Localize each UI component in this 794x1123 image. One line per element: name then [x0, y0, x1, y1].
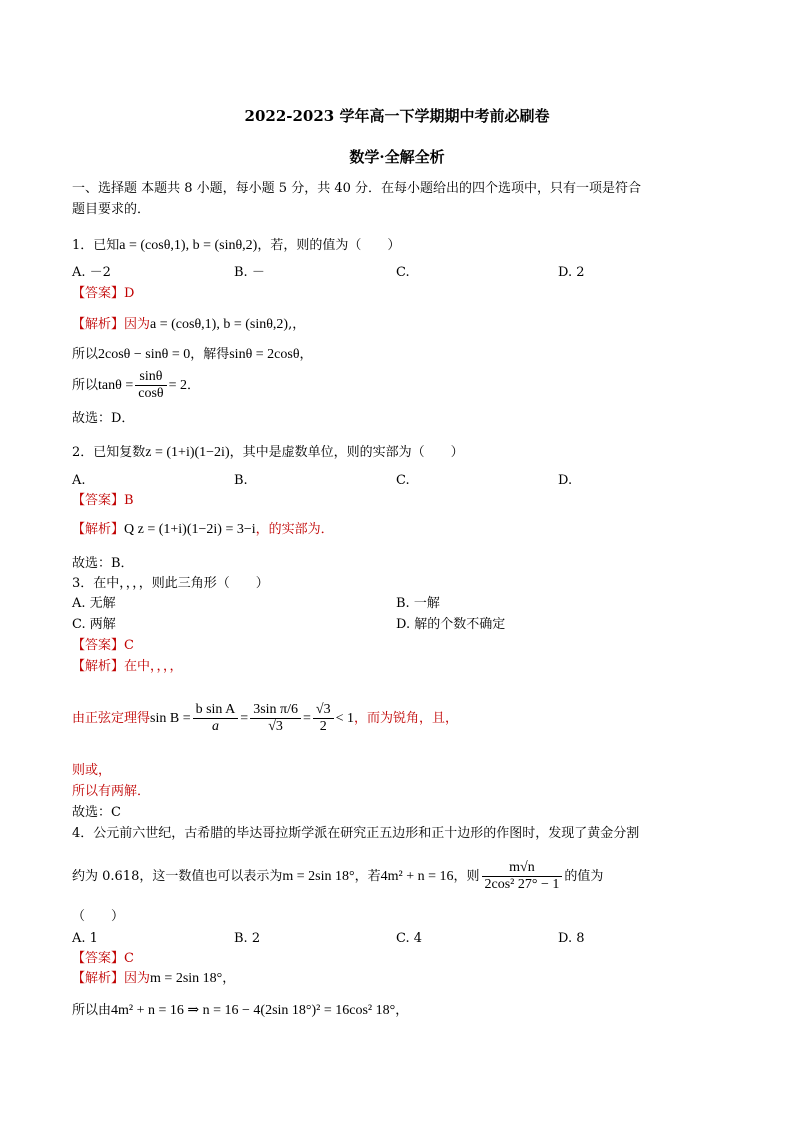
- q2-answer-value: B: [124, 493, 134, 508]
- q1-analysis-suffix: ,，: [288, 317, 306, 332]
- q3-f2-denominator: √3: [268, 719, 283, 734]
- q1-stem-math: a = (cosθ,1), b = (sinθ,2): [119, 238, 258, 253]
- q4-option-a: A. 1: [72, 931, 98, 946]
- analysis-tag: 【解析】: [72, 317, 125, 332]
- q3-answer-value: C: [124, 638, 134, 653]
- q4-stem-line3: （ ）: [72, 909, 125, 924]
- q4-analysis-math: m = 2sin 18°: [150, 971, 223, 986]
- q3-f2-numerator: 3sin π/6: [250, 702, 301, 719]
- q4-stem-line2: [72, 857, 603, 897]
- q4-line2b-suffix: ，: [395, 1003, 409, 1018]
- q1-analysis-line2: [72, 346, 313, 364]
- q3-f1-denominator: a: [211, 719, 219, 734]
- q3-f3-denominator: 2: [319, 719, 327, 734]
- q1-stem-prefix: 1．已知: [72, 238, 120, 253]
- q4-frac-denominator: 2cos² 27° − 1: [484, 877, 560, 892]
- q4-line2-eq: 4m² + n = 16: [380, 869, 454, 884]
- q3-line2-prefix: 由正弦定理得: [72, 711, 151, 726]
- q1-line3-lhs: tanθ =: [98, 378, 134, 393]
- q3-line2-lhs: sin B =: [150, 711, 191, 726]
- q4-option-b: B. 2: [234, 931, 261, 946]
- q1-frac-numerator: sinθ: [135, 369, 166, 386]
- q4-option-d: D. 8: [558, 931, 585, 946]
- analysis-tag: 【解析】: [72, 971, 125, 986]
- q3-line2-suffix: ，而为锐角，且，: [353, 711, 458, 726]
- q1-answer-value: D: [124, 286, 135, 301]
- q3-option-b: B. 一解: [396, 596, 440, 611]
- q2-analysis: [72, 521, 334, 539]
- q1-line2-prefix: 所以: [72, 347, 99, 362]
- q2-option-a: A.: [72, 473, 86, 488]
- q3-option-d: D. 解的个数不确定: [396, 617, 506, 632]
- document-subtitle: 数学·全解全析: [349, 148, 445, 166]
- q3-option-c: C. 两解: [72, 617, 116, 632]
- q3-fraction-1: [193, 702, 239, 735]
- q1-line2-math: 2cosθ − sinθ = 0: [98, 347, 191, 362]
- q3-stem: 3．在中，，，，则此三角形（ ）: [72, 576, 269, 591]
- q1-option-d: D. 2: [558, 265, 585, 280]
- q2-option-b: B.: [234, 473, 248, 488]
- q3-f1-numerator: b sin A: [193, 702, 239, 719]
- q4-frac-numerator: m√n: [482, 860, 563, 877]
- q3-line3-text: 则或，: [72, 763, 112, 778]
- q3-answer: [72, 637, 134, 655]
- q2-analysis-suffix: ，的实部为．: [255, 522, 334, 537]
- q4-line2-mid: ，若: [354, 869, 381, 884]
- q1-option-b: B. －: [234, 265, 265, 280]
- section-instructions-line1: 一、选择题 本题共 8 小题，每小题 5 分，共 40 分．在每小题给出的四个选项中，只有一项是符合: [72, 181, 642, 196]
- q3-analysis-line3: [72, 762, 111, 780]
- q1-option-a: A. －2: [72, 265, 111, 280]
- q1-conclusion: 故选：D．: [72, 411, 135, 426]
- q3-f3-numerator: √3: [313, 702, 334, 719]
- q3-line2-rhs: < 1: [335, 711, 354, 726]
- q1-line2-math2: sinθ = 2cosθ: [229, 347, 300, 362]
- q1-line3-end: ．: [187, 378, 201, 393]
- q4-line2-then: ，则: [453, 869, 480, 884]
- q1-frac-denominator: cosθ: [138, 386, 164, 401]
- section-instructions-line2: 题目要求的．: [72, 202, 151, 217]
- q3-conclusion: 故选：C: [72, 805, 121, 820]
- q3-option-a: A. 无解: [72, 596, 116, 611]
- q4-answer-value: C: [124, 951, 134, 966]
- q4-line2b-prefix: 所以由: [72, 1003, 112, 1018]
- q2-stem-math: z = (1+i)(1−2i): [145, 445, 230, 460]
- q4-analysis-suffix: ，: [222, 971, 236, 986]
- q4-option-c: C. 4: [396, 931, 423, 946]
- q1-answer: [72, 285, 134, 303]
- q4-stem-line1: 4．公元前六世纪，古希腊的毕达哥拉斯学派在研究正五边形和正十边形的作图时，发现了黄金分割: [72, 826, 640, 841]
- q2-answer: [72, 492, 134, 510]
- q4-answer: [72, 950, 134, 968]
- q1-line3-rhs: = 2: [168, 378, 188, 393]
- answer-tag: 【答案】: [72, 951, 125, 966]
- q1-tan-fraction: [135, 369, 166, 402]
- q4-analysis: [72, 970, 235, 988]
- answer-tag: 【答案】: [72, 286, 125, 301]
- q3-fraction-3: [313, 702, 334, 735]
- q2-option-c: C.: [396, 473, 410, 488]
- q1-stem: [72, 237, 400, 255]
- q3-analysis-text: 在中，，，，: [124, 659, 183, 674]
- q4-fraction: [482, 860, 563, 893]
- q2-option-d: D.: [558, 473, 573, 488]
- q1-line3-prefix: 所以: [72, 378, 99, 393]
- q4-line2-prefix: 约为 0.618，这一数值也可以表示为: [72, 869, 283, 884]
- q2-stem-prefix: 2．已知复数: [72, 445, 146, 460]
- q2-conclusion: 故选：B．: [72, 556, 134, 571]
- q2-stem: [72, 444, 464, 462]
- answer-tag: 【答案】: [72, 638, 125, 653]
- q1-option-c: C.: [396, 265, 410, 280]
- q1-analysis-prefix: 因为: [124, 317, 151, 332]
- q2-analysis-math: Q z = (1+i)(1−2i) = 3−i: [124, 522, 256, 537]
- q1-line2-end: ，: [299, 347, 313, 362]
- q3-analysis-line2: 由正弦定理得sin B = $\frac{\text{b sin A}}{a}$ = $\frac{\text{3sin π/6}}{√3}$ = $\frac{√3}{2}$ < 1，而为锐角，且，: [72, 702, 458, 734]
- q1-analysis-math: a = (cosθ,1), b = (sinθ,2): [150, 317, 289, 332]
- q4-line2-suffix: 的值为: [564, 869, 604, 884]
- document-title: 2022-2023 学年高一下学期期中考前必刷卷: [244, 107, 550, 125]
- q1-analysis: [72, 316, 305, 334]
- q4-line2-m: m = 2sin 18°: [282, 869, 355, 884]
- q4-analysis-prefix: 因为: [124, 971, 151, 986]
- q4-analysis-line2: [72, 1002, 408, 1020]
- q1-analysis-line3: [72, 366, 200, 406]
- q3-line4-text: 所以有两解．: [72, 784, 151, 799]
- analysis-tag: 【解析】: [72, 522, 125, 537]
- q1-line2-mid: ，解得: [190, 347, 230, 362]
- q3-analysis-line4: [72, 783, 150, 801]
- q2-stem-suffix: ，其中是虚数单位，则的实部为（ ）: [229, 445, 464, 460]
- q3-fraction-2: [250, 702, 301, 735]
- q1-stem-suffix: ，若，则的值为（ ）: [257, 238, 401, 253]
- q4-line2b-math: 4m² + n = 16 ⇒ n = 16 − 4(2sin 18°)² = 16cos² 18°: [111, 1003, 396, 1018]
- q3-analysis: [72, 658, 183, 676]
- analysis-tag: 【解析】: [72, 659, 125, 674]
- answer-tag: 【答案】: [72, 493, 125, 508]
